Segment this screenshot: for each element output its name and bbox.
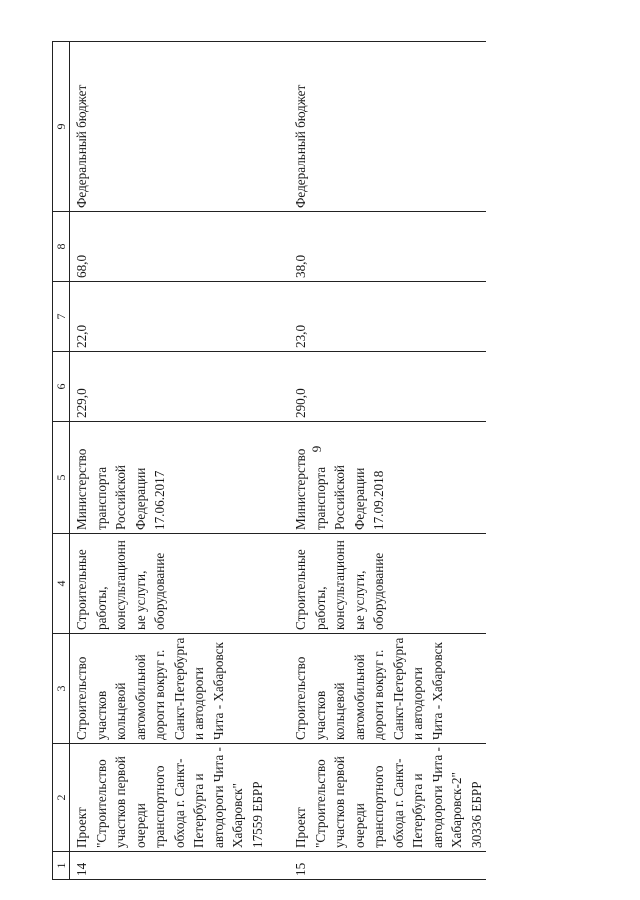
header-cell: 2 (53, 744, 70, 852)
funding-source-cell: Федеральный бюджет (267, 42, 486, 212)
executor-cell: Министерство транспорта Российской Федерации 17.09.2018 (267, 422, 486, 534)
page-number: 9 (309, 445, 324, 453)
value-cell-8: 68,0 (70, 212, 268, 282)
header-cell: 4 (53, 534, 70, 634)
project-name-cell: Проект "Строительство участков первой очереди транспортного обхода г. Санкт-Петербурга и автодороги Чита - Хабаровск" 17559 ЕБРР (70, 744, 268, 852)
header-cell: 5 (53, 422, 70, 534)
header-cell: 8 (53, 212, 70, 282)
value-cell-7: 23,0 (267, 282, 486, 352)
executor-cell: Министерство транспорта Российской Федерации 17.06.2017 (70, 422, 268, 534)
description-cell: Строительство участков кольцевой автомобильной дороги вокруг г. Санкт-Петербурга и автодороги Чита - Хабаровск (70, 634, 268, 744)
project-name-cell: Проект "Строительство участков первой очереди транспортного обхода г. Санкт-Петербурга и автодороги Чита - Хабаровск-2" 30336 ЕБРР (267, 744, 486, 852)
header-cell: 3 (53, 634, 70, 744)
value-cell-6: 290,0 (267, 352, 486, 422)
column-number-header (53, 42, 70, 880)
header-cell: 1 (53, 852, 70, 880)
document-table (52, 41, 486, 880)
header-cell: 6 (53, 352, 70, 422)
row-number: 15 (267, 852, 486, 880)
value-cell-7: 22,0 (70, 282, 268, 352)
row-number: 14 (70, 852, 268, 880)
table-row (70, 42, 268, 880)
works-cell: Строительные работы, консультационные услуги, оборудование (70, 534, 268, 634)
value-cell-8: 38,0 (267, 212, 486, 282)
description-cell: Строительство участков кольцевой автомобильной дороги вокруг г. Санкт-Петербурга и автодороги Чита - Хабаровск (267, 634, 486, 744)
header-cell: 9 (53, 42, 70, 212)
works-cell: Строительные работы, консультационные услуги, оборудование (267, 534, 486, 634)
header-cell: 7 (53, 282, 70, 352)
table-row (267, 42, 486, 880)
funding-source-cell: Федеральный бюджет (70, 42, 268, 212)
value-cell-6: 229,0 (70, 352, 268, 422)
